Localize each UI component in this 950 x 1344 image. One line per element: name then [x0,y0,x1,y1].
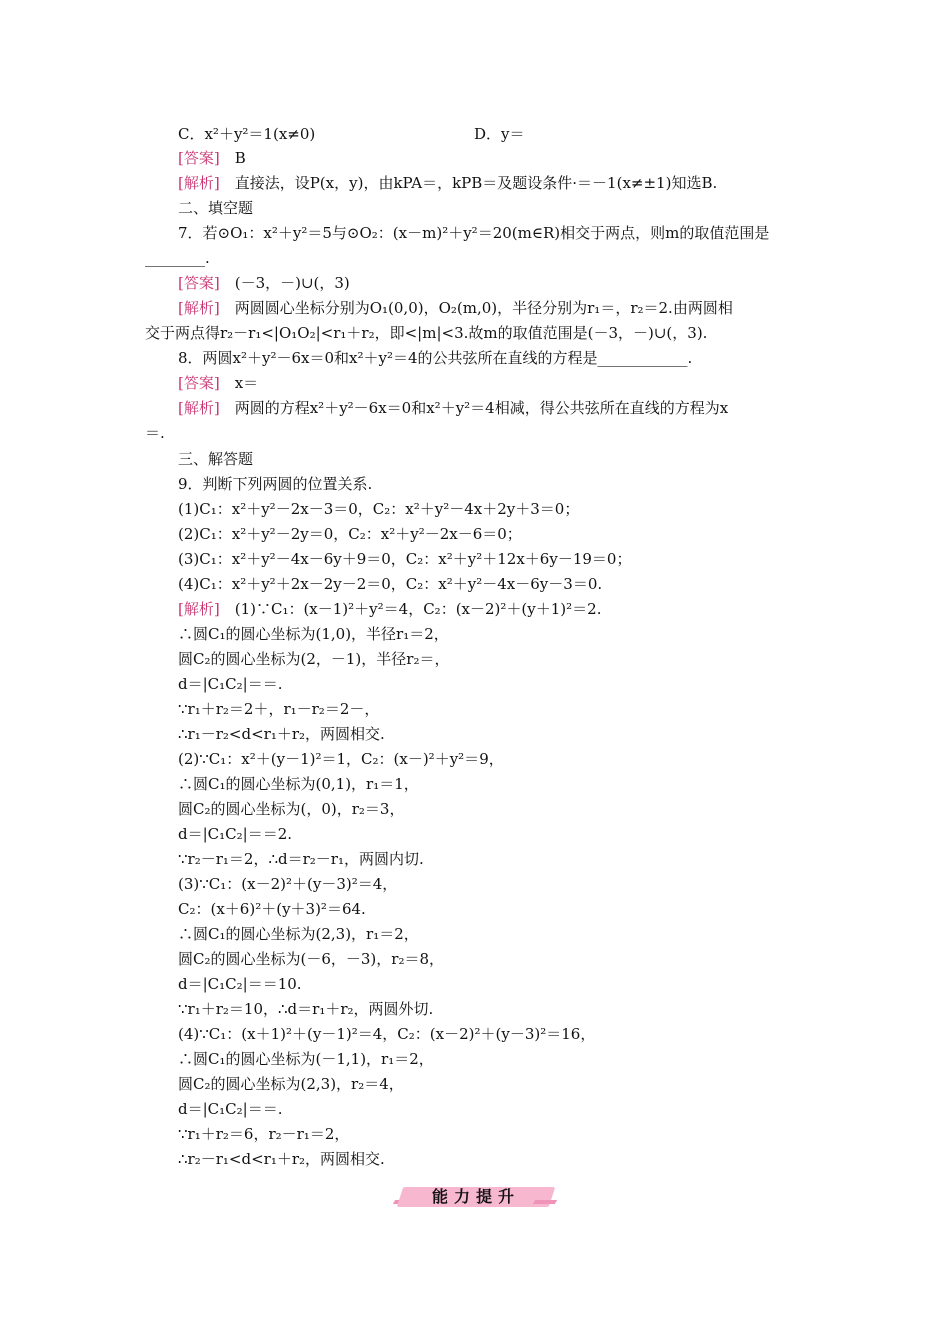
text-line [178,649,449,669]
answer-tag: [解析] [178,399,220,417]
text-line [145,423,165,443]
line-text: ∴r₂－r₁<d<r₁＋r₂，两圆相交. [178,1150,385,1168]
text-line [178,1149,385,1169]
line-text: C₂：(x＋6)²＋(y＋3)²＝64. [178,900,366,918]
line-text: ＝. [145,424,165,442]
line-text: 圆C₂的圆心坐标为(，0)，r₂＝3， [178,800,405,818]
text-line [178,674,282,694]
line-text: 二、填空题 [178,199,254,217]
text-line [178,849,424,869]
line-text: D．y＝ [474,125,525,143]
banner-label: 能力提升 [431,1187,520,1206]
line-text: 9．判断下列两圆的位置关系. [178,475,373,493]
text-line [178,624,449,644]
answer-tag: [答案] [178,149,220,167]
text-line [178,449,253,469]
text-line [178,1124,349,1144]
text-line [178,398,728,418]
text-line [178,524,522,544]
line-text: (2)∵C₁：x²＋(y－1)²＝1，C₂：(x－)²＋y²＝9， [178,750,504,768]
line-text: d＝|C₁C₂|＝＝. [178,675,283,693]
line-text: ∴圆C₁的圆心坐标为(2,3)，r₁＝2， [178,925,419,943]
line-text: d＝|C₁C₂|＝＝10. [178,975,302,993]
text-line [178,874,397,894]
text-line [178,574,602,594]
text-line [178,173,717,193]
line-text: 圆C₂的圆心坐标为(－6，－3)，r₂＝8， [178,950,445,968]
line-text: ∴圆C₁的圆心坐标为(－1,1)，r₁＝2， [178,1050,434,1068]
text-line [178,599,601,619]
text-line [145,323,707,343]
text-line [145,248,210,268]
text-line [178,348,692,368]
line-text: x＝ [234,374,259,392]
text-line [178,1099,282,1119]
line-text: ∵r₁＋r₂＝2＋，r₁－r₂＝2－， [178,700,380,718]
line-text: (2)C₁：x²＋y²－2y＝0，C₂：x²＋y²－2x－6＝0； [178,525,522,543]
answer-tag: [答案] [178,374,220,392]
text-line [178,699,379,719]
line-text: (1)C₁：x²＋y²－2x－3＝0，C₂：x²＋y²－4x＋2y＋3＝0； [178,500,580,518]
text-line [178,124,315,144]
text-line [178,198,253,218]
text-line [178,298,733,318]
text-line [178,749,504,769]
line-text: ∴圆C₁的圆心坐标为(0,1)，r₁＝1， [178,775,419,793]
answer-tag: [解析] [178,174,220,192]
line-text: 三、解答题 [178,450,254,468]
text-line [178,273,350,293]
text-line [178,549,631,569]
text-line [178,148,246,168]
line-text: 两圆圆心坐标分别为O₁(0,0)，O₂(m,0)，半径分别为r₁＝，r₂＝2.由两圆相 [234,299,733,317]
line-text: (3)∵C₁：(x－2)²＋(y－3)²＝4， [178,875,398,893]
line-text: ∵r₁＋r₂＝6，r₂－r₁＝2， [178,1125,350,1143]
line-text: ∴r₁－r₂<d<r₁＋r₂，两圆相交. [178,725,385,743]
text-line [178,1074,404,1094]
line-text: 两圆的方程x²＋y²－6x＝0和x²＋y²＝4相减，得公共弦所在直线的方程为x [234,399,729,417]
text-line [178,223,769,243]
line-text: ∴圆C₁的圆心坐标为(1,0)，半径r₁＝2， [178,625,449,643]
line-text: 7．若⊙O₁：x²＋y²＝5与⊙O₂：(x－m)²＋y²＝20(m∈R)相交于两点，则m的取值范围是 [178,224,770,242]
line-text: 直接法，设P(x，y)，由kPA＝，kPB＝及题设条件·＝－1(x≠±1)知选B. [234,174,718,192]
text-line [178,474,372,494]
section-banner [400,1184,552,1210]
line-text: d＝|C₁C₂|＝＝. [178,1100,283,1118]
text-line [178,799,404,819]
line-text: (3)C₁：x²＋y²－4x－6y＋9＝0，C₂：x²＋y²＋12x＋6y－19＝0； [178,550,632,568]
line-text: ________. [145,249,210,267]
line-text: (4)∵C₁：(x＋1)²＋(y－1)²＝4，C₂：(x－2)²＋(y－3)²＝16， [178,1025,596,1043]
line-text: (1)∵C₁：(x－1)²＋y²＝4，C₂：(x－2)²＋(y＋1)²＝2. [234,600,602,618]
line-text: B [234,149,246,167]
line-text: C．x²＋y²＝1(x≠0) [178,125,316,143]
text-line [178,974,302,994]
line-text: 圆C₂的圆心坐标为(2,3)，r₂＝4， [178,1075,404,1093]
text-line [474,124,525,144]
text-line [178,499,579,519]
answer-tag: [解析] [178,600,220,618]
text-line [178,1049,434,1069]
line-text: ∵r₁＋r₂＝10，∴d＝r₁＋r₂，两圆外切. [178,1000,434,1018]
answer-tag: [解析] [178,299,220,317]
text-line [178,724,385,744]
line-text: 圆C₂的圆心坐标为(2，－1)，半径r₂＝， [178,650,450,668]
text-line [178,824,292,844]
line-text: 交于两点得r₂－r₁<|O₁O₂|<r₁＋r₂，即<|m|<3.故m的取值范围是(－3，－)∪(，3). [145,324,708,342]
line-text: ∵r₂－r₁＝2，∴d＝r₂－r₁，两圆内切. [178,850,424,868]
line-text: d＝|C₁C₂|＝＝2. [178,825,293,843]
text-line [178,373,258,393]
line-text: (4)C₁：x²＋y²＋2x－2y－2＝0，C₂：x²＋y²－4x－6y－3＝0. [178,575,603,593]
text-line [178,774,419,794]
answer-tag: [答案] [178,274,220,292]
line-text: (－3，－)∪(，3) [234,274,350,292]
text-line [178,899,366,919]
line-text: 8．两圆x²＋y²－6x＝0和x²＋y²＝4的公共弦所在直线的方程是____________. [178,349,693,367]
text-line [178,949,444,969]
text-line [178,1024,595,1044]
text-line [178,924,419,944]
text-line [178,999,433,1019]
